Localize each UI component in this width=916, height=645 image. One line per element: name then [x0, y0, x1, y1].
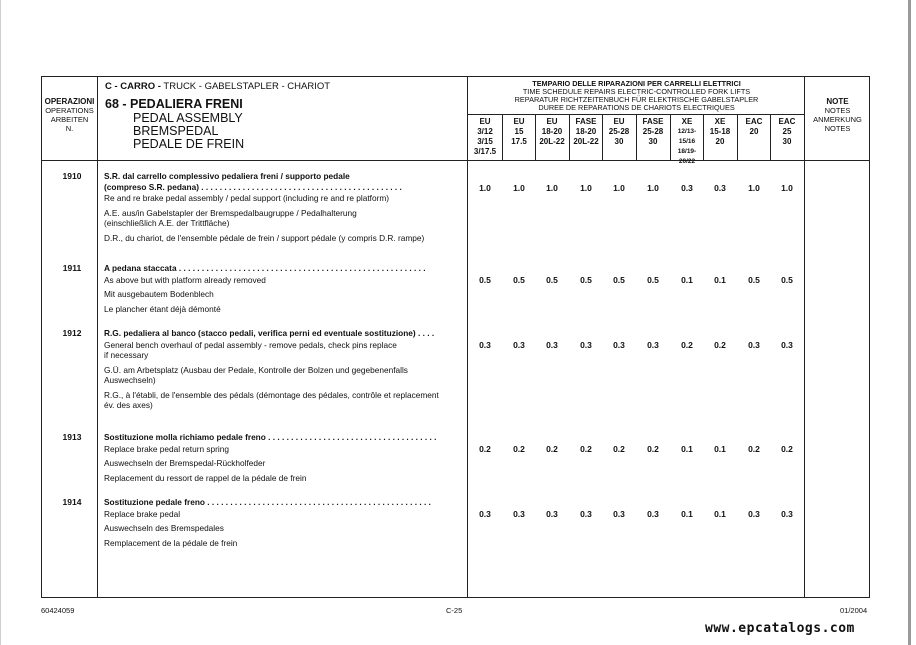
model-column-line: 18-20 [575, 127, 597, 136]
translation-line: év. des axes) [104, 400, 153, 410]
notes-label-it: NOTE [826, 97, 849, 106]
time-value: 0.2 [513, 444, 525, 454]
tempario-line-it: TEMPARIO DELLE RIPARAZIONI PER CARRELLI ELETTRICI [532, 79, 741, 88]
operation-description [104, 497, 466, 548]
operation-translation [104, 365, 466, 386]
column-divider [97, 77, 98, 597]
operation-code: 1914 [62, 497, 82, 507]
operation-translation [104, 473, 466, 484]
model-column-line: 25-28 [608, 127, 630, 136]
model-column-line: 18/19-20/22 [677, 148, 697, 165]
model-column-line: 30 [782, 137, 792, 146]
operation-code: 1911 [62, 263, 82, 273]
time-value: 0.2 [546, 444, 558, 454]
time-value: 0.3 [513, 509, 525, 519]
time-value: 0.1 [714, 509, 726, 519]
model-column-line: 20L-22 [539, 137, 565, 146]
time-value: 0.2 [647, 444, 659, 454]
model-column-line: XE [681, 117, 693, 126]
translation-line: Mit ausgebautem Bodenblech [104, 289, 214, 299]
operation-translation [104, 444, 466, 455]
time-value: 0.3 [714, 183, 726, 193]
operations-column-header [42, 97, 97, 133]
ops-label-fr: N. [65, 124, 74, 133]
operation-translation [104, 538, 466, 549]
watermark: www.epcatalogs.com [705, 621, 855, 636]
model-column-line: 3/17.5 [473, 147, 497, 156]
operation-code: 1912 [62, 328, 82, 338]
ops-label-de: ARBEITEN [50, 115, 89, 124]
time-value: 1.0 [748, 183, 760, 193]
operation-title-line: Sostituzione pedale freno . . . . . . . . . . . . . . . . . . . . . . . . . . . . . . . . . . . . . . . . . . . . . . . . . [104, 497, 431, 507]
model-column-line: EU [546, 117, 558, 126]
model-column-line: FASE [575, 117, 597, 126]
time-value: 0.3 [681, 183, 693, 193]
translation-line: Replacement du ressort de rappel de la pédale de frein [104, 472, 307, 483]
model-column-line: 18-20 [541, 127, 563, 136]
time-value: 0.2 [613, 444, 625, 454]
tempario-line-en: TIME SCHEDULE REPAIRS ELECTRIC-CONTROLLED FORK LIFTS [522, 87, 751, 96]
translation-line: Auswechseln des Bremspedales [104, 523, 224, 533]
ops-label-en: OPERATIONS [45, 106, 94, 115]
time-value: 0.3 [580, 340, 592, 350]
model-column-line: 15-18 [709, 127, 731, 136]
model-column-line: EU [479, 117, 491, 126]
model-column-line: 12/13-15/16 [677, 128, 697, 145]
translation-line: Auswechseln der Bremspedal-Rückholfeder [104, 458, 266, 468]
operation-code: 1913 [62, 432, 82, 442]
operation-title-line: Sostituzione molla richiamo pedale freno . . . . . . . . . . . . . . . . . . . . . . . . . . . . . . . . . . . . . [104, 432, 437, 442]
time-value: 0.1 [681, 275, 693, 285]
time-value: 0.1 [681, 444, 693, 454]
operation-description [104, 432, 466, 483]
model-column-header [502, 117, 536, 147]
translation-line: G.Ü. am Arbetsplatz (Ausbau der Pedale, Kontrolle der Bolzen und gegebenenfalls [104, 364, 408, 375]
model-column-line: 17.5 [511, 137, 527, 146]
model-column-line: EAC [745, 117, 763, 126]
model-column-line: 20L-22 [573, 137, 599, 146]
model-column-line: 30 [648, 137, 658, 146]
translation-line: Re and re brake pedal assembly / pedal support (including re and re platform) [104, 193, 390, 203]
model-column-line: 25 [782, 127, 792, 136]
time-value: 0.3 [580, 509, 592, 519]
time-value: 0.1 [681, 509, 693, 519]
time-value: 0.3 [479, 340, 491, 350]
time-value: 0.2 [781, 444, 793, 454]
time-value: 1.0 [613, 183, 625, 193]
operation-title-line: R.G. pedaliera al banco (stacco pedali, verifica perni ed eventuale sostituzione) . . . . [104, 328, 435, 338]
translation-line: Replace brake pedal [104, 508, 181, 519]
time-value: 0.5 [546, 275, 558, 285]
time-value: 1.0 [647, 183, 659, 193]
operation-title-line: A pedana staccata . . . . . . . . . . . . . . . . . . . . . . . . . . . . . . . . . . . . . . . . . . . . . . . . . . . . . . [104, 263, 426, 273]
model-column-header [636, 117, 670, 147]
time-value: 0.3 [479, 509, 491, 519]
group-subtitle-fr: PEDALE DE FREIN [133, 137, 245, 151]
operation-translation [104, 458, 466, 469]
translation-line: Auswechseln) [104, 375, 156, 385]
time-value: 0.3 [546, 509, 558, 519]
operation-description [104, 171, 466, 243]
translation-line: if necessary [104, 350, 149, 360]
time-value: 1.0 [513, 183, 525, 193]
translation-line: General bench overhaul of pedal assembly - remove pedals, check pins replace [104, 339, 397, 350]
model-column-header [737, 117, 771, 137]
operation-title-line: (compreso S.R. pedana) . . . . . . . . . . . . . . . . . . . . . . . . . . . . . . . . . . . . . . . . . . . . [104, 181, 402, 192]
model-column-line: 15 [514, 127, 524, 136]
time-value: 1.0 [479, 183, 491, 193]
operation-title-line: S.R. dal carrello complessivo pedaliera freni / supporto pedale [104, 171, 350, 181]
translation-line: Replace brake pedal return spring [104, 443, 229, 454]
time-value: 0.1 [714, 444, 726, 454]
notes-column-header [805, 97, 870, 133]
model-column-header [468, 117, 502, 157]
ops-label-it: OPERAZIONI [44, 97, 95, 106]
model-column-line: 25-28 [642, 127, 664, 136]
time-value: 0.2 [479, 444, 491, 454]
time-value: 0.3 [781, 340, 793, 350]
operation-translation [104, 289, 466, 300]
operation-description [104, 328, 466, 411]
time-value: 0.1 [714, 275, 726, 285]
translation-line: (einschließlich A.E. der Trittfläche) [104, 218, 230, 228]
operation-translation [104, 193, 466, 204]
model-column-line: FASE [642, 117, 664, 126]
model-column-line: 20 [715, 137, 725, 146]
time-value: 1.0 [580, 183, 592, 193]
section-title-bold: C - CARRO - [105, 81, 161, 92]
model-column-header [670, 117, 704, 167]
page-left-edge [0, 0, 1, 645]
tempario-line-de: REPARATUR RICHTZEITENBUCH FÜR ELEKTRISCHE GABELSTAPLER [514, 95, 759, 104]
model-column-header [703, 117, 737, 147]
time-value: 0.3 [613, 340, 625, 350]
section-title [105, 81, 330, 92]
group-subtitle-de: BREMSPEDAL [133, 124, 219, 138]
operation-description [104, 263, 466, 314]
time-value: 0.3 [546, 340, 558, 350]
time-value: 0.3 [748, 509, 760, 519]
model-column-header [569, 117, 603, 147]
notes-label-en: NOTES [824, 106, 851, 115]
time-value: 0.2 [714, 340, 726, 350]
model-column-line: 20 [749, 127, 759, 136]
time-value: 0.5 [513, 275, 525, 285]
operation-title [104, 171, 466, 192]
time-value: 0.5 [580, 275, 592, 285]
operation-translation [104, 340, 466, 361]
model-column-header [535, 117, 569, 147]
time-value: 0.5 [647, 275, 659, 285]
time-value: 0.5 [613, 275, 625, 285]
operation-code: 1910 [62, 171, 82, 181]
model-column-line: XE [714, 117, 726, 126]
footer-page-number: C-25 [446, 606, 463, 615]
time-value: 0.3 [748, 340, 760, 350]
time-value: 1.0 [781, 183, 793, 193]
notes-label-fr: NOTES [824, 124, 851, 133]
time-value: 1.0 [546, 183, 558, 193]
group-subtitle-en: PEDAL ASSEMBLY [133, 111, 243, 125]
model-column-line: 3/15 [477, 137, 493, 146]
header-divider [42, 160, 869, 161]
model-column-line: 30 [614, 137, 624, 146]
model-column-header [602, 117, 636, 147]
operation-translation [104, 233, 466, 244]
operation-title [104, 263, 466, 274]
translation-line: As above but with platform already removed [104, 274, 266, 285]
model-column-line: EU [613, 117, 625, 126]
footer-doc-number: 60424059 [41, 606, 75, 615]
translation-line: D.R., du chariot, de l'ensemble pédale de frein / support pédale (y compris D.R. rampe) [104, 232, 425, 243]
operation-translation [104, 509, 466, 520]
operation-translation [104, 390, 466, 411]
translation-line: R.G., à l'établi, de l'ensemble des pédals (démontage des pédales, contrôle et replacement [104, 389, 439, 400]
translation-line: Le plancher étant déjà démonté [104, 303, 221, 314]
operation-translation [104, 304, 466, 315]
page-right-edge [908, 0, 911, 645]
model-column-header [770, 117, 804, 147]
time-value: 0.3 [647, 340, 659, 350]
operation-translation [104, 275, 466, 286]
time-value: 0.3 [613, 509, 625, 519]
time-value: 0.2 [748, 444, 760, 454]
repair-time-table [41, 76, 870, 598]
time-value: 0.3 [781, 509, 793, 519]
model-column-line: EAC [778, 117, 796, 126]
column-divider [804, 77, 805, 597]
translation-line: Remplacement de la pédale de frein [104, 537, 238, 548]
time-value: 0.2 [580, 444, 592, 454]
translation-line: A.E. aus/in Gabelstapler der Bremspedalbaugruppe / Pedalhalterung [104, 207, 357, 218]
operation-title [104, 432, 466, 443]
time-value: 0.5 [748, 275, 760, 285]
operation-translation [104, 523, 466, 534]
tempario-line-fr: DUREE DE REPARATIONS DE CHARIOTS ELECTRIQUES [538, 103, 735, 112]
time-value: 0.5 [781, 275, 793, 285]
model-column-line: EU [513, 117, 525, 126]
tempario-header [468, 80, 805, 112]
footer-date: 01/2004 [840, 606, 868, 615]
time-value: 0.5 [479, 275, 491, 285]
operation-translation [104, 208, 466, 229]
time-value: 0.2 [681, 340, 693, 350]
model-column-line: 3/12 [477, 127, 493, 136]
notes-label-de: ANMERKUNG [813, 115, 862, 124]
time-value: 0.3 [513, 340, 525, 350]
operation-title [104, 328, 466, 339]
section-title-rest: TRUCK - GABELSTAPLER - CHARIOT [160, 81, 331, 92]
operation-title [104, 497, 466, 508]
group-title: 68 - PEDALIERA FRENI [105, 97, 243, 111]
time-value: 0.3 [647, 509, 659, 519]
